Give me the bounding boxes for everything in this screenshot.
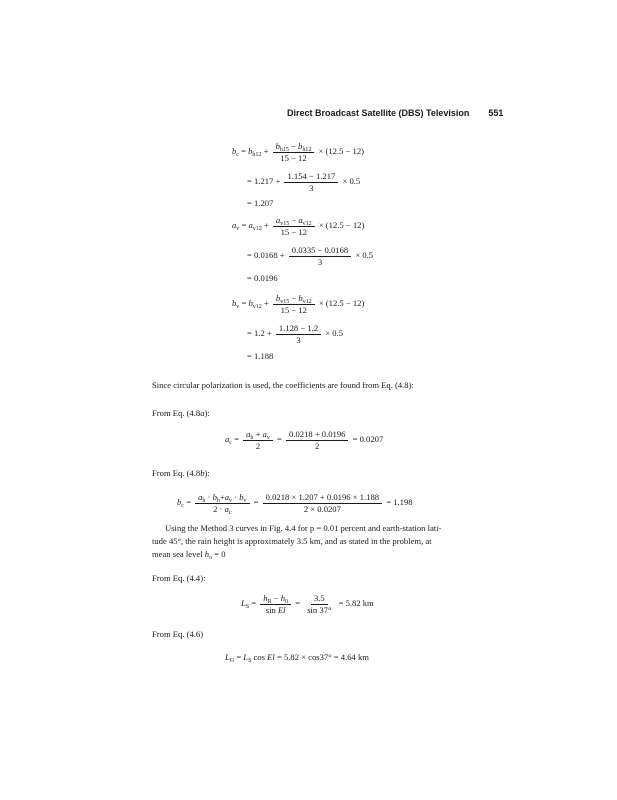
equation-bc-line2: = 1.217 + $\frac{1.154 - 1.217}{3}$ × 0.5: [247, 171, 361, 193]
paragraph-method-line2: tude 45°, the rain height is approximately 3.5 km, and as stated in the problem, at: [152, 536, 432, 546]
running-head-title: Direct Broadcast Satellite (DBS) Television: [287, 108, 470, 118]
paragraph-polarization: Since circular polarization is used, the coefficients are found from Eq. (4.8):: [152, 380, 414, 390]
label-from-eq-48b: From Eq. (4.8b):: [152, 468, 210, 478]
equation-lg: $L_G = L_S$ cos El = 5.82 × cos37° = 4.64 km: [225, 652, 369, 664]
equation-bv-line1: $b_v = b_{v12}$ + $\frac{b_{v15} - b_{v12}}{15 - 12}$ × (12.5 − 12): [232, 293, 365, 315]
equation-bv-line2: = 1.2 + $\frac{1.128 - 1.2}{3}$ × 0.5: [247, 323, 344, 345]
fraction: $\frac{b_{h15} - b_{h12}}{15 - 12}$: [273, 142, 315, 162]
equation-bc-combined: $b_c$ = $\frac{a_h \cdot b_h+a_v \cdot b_v}{2 \cdot a_c}$ = $\frac{0.0218 \times 1.207 + 0.0196 \times 1.188}{2 \times 0.0207}$ = 1.198: [177, 492, 413, 516]
label-from-eq-48a: From Eq. (4.8a):: [152, 408, 210, 418]
label-from-eq-44: From Eq. (4.4):: [152, 573, 206, 583]
equation-av-result: = 0.0196: [247, 273, 278, 283]
equation-bc-line1: $b_c = b_{h12}$ + $\frac{b_{h15} - b_{h12}}{15 - 12}$ × (12.5 − 12): [232, 141, 364, 163]
equation-av-line2: = 0.0168 + $\frac{0.0335 - 0.0168}{3}$ × 0.5: [247, 245, 374, 267]
equation-ls: $L_S$ = $\frac{h_R - h_0}{\text{sin El}}$ = $\frac{3.5}{\sin 37^\circ}$ = 5.82 km: [241, 593, 374, 615]
label-from-eq-46: From Eq. (4.6): [152, 629, 204, 639]
equation-bv-result: = 1.188: [247, 351, 274, 361]
equation-ac: $a_c$ = $\frac{a_h + a_v}{2}$ = $\frac{0.0218 + 0.0196}{2}$ = 0.0207: [225, 429, 384, 451]
equation-bc-result: = 1.207: [247, 198, 274, 208]
page-number: 551: [488, 108, 504, 118]
paragraph-method-line3: mean sea level $h_o = 0$: [152, 549, 226, 561]
equation-av-line1: $a_v = a_{v12}$ + $\frac{a_{v15} - a_{v12}}{15 - 12}$ × (12.5 − 12): [232, 215, 365, 237]
running-head: [287, 108, 503, 118]
paragraph-method-line1: Using the Method 3 curves in Fig. 4.4 for p = 0.01 percent and earth-station lati-: [165, 523, 442, 533]
